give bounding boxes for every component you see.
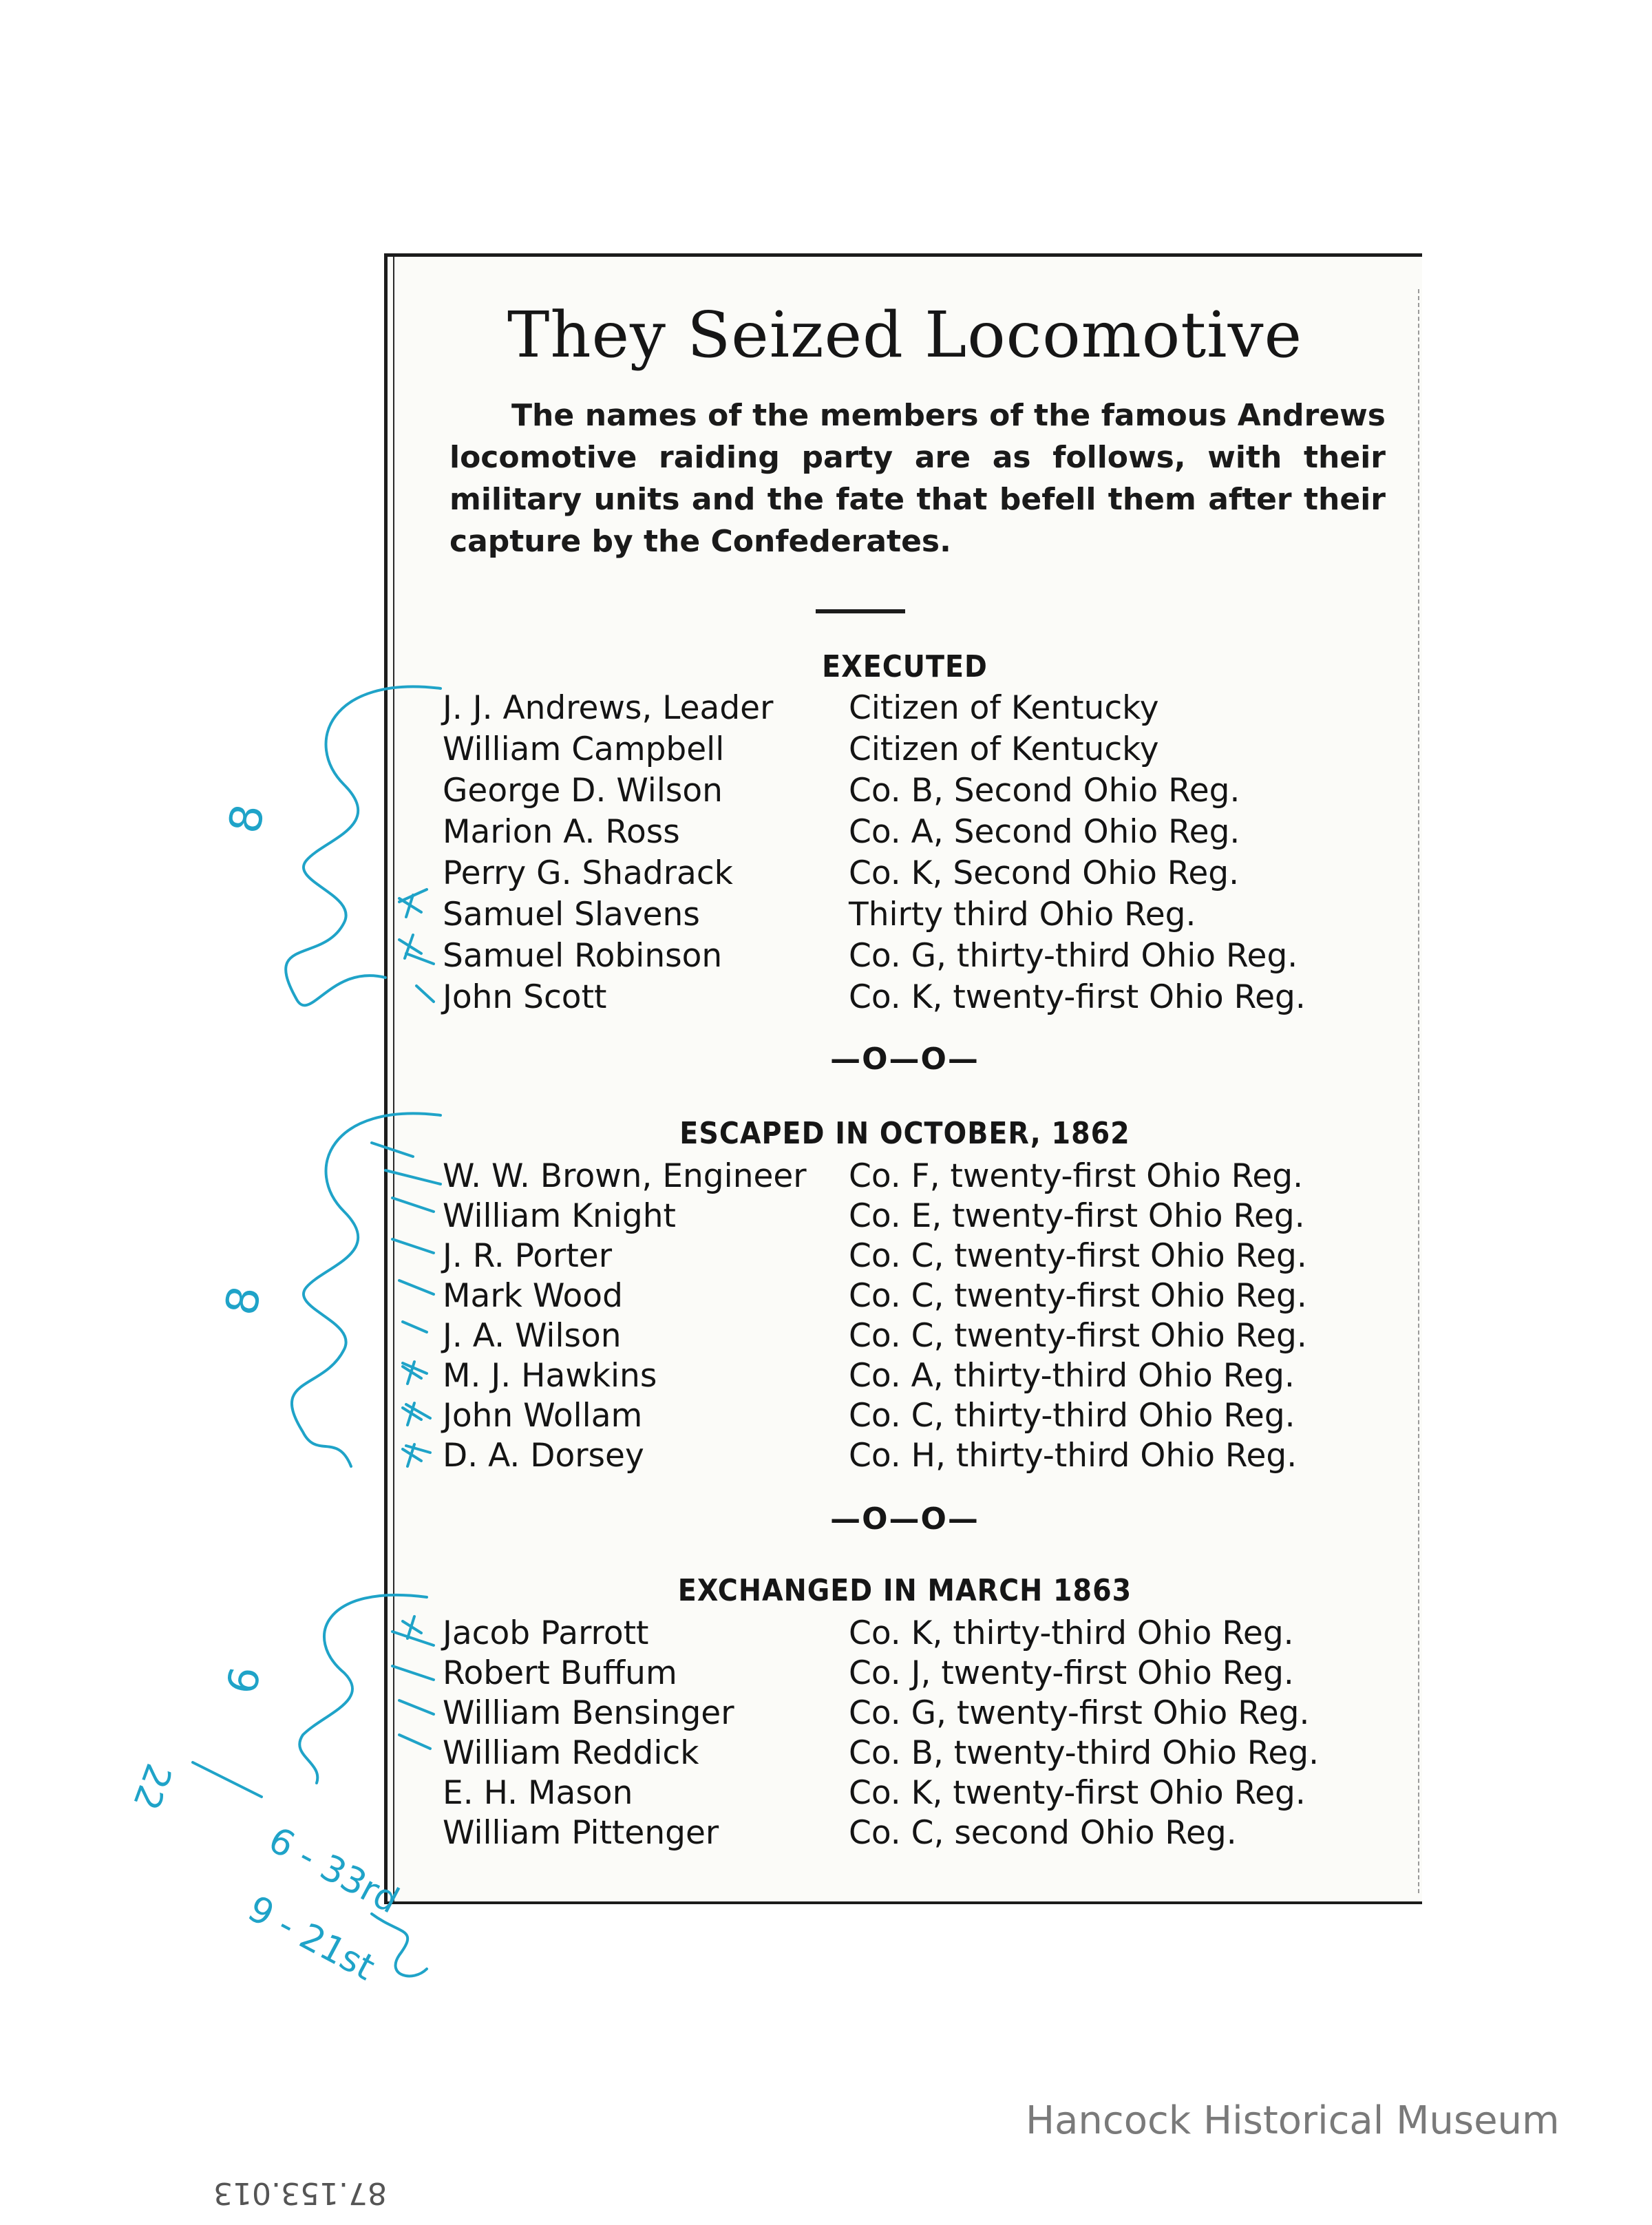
member-name: J. A. Wilson bbox=[443, 1317, 622, 1355]
section-heading-exchanged: EXCHANGED IN MARCH 1863 bbox=[677, 1573, 1132, 1608]
member-name: William Campbell bbox=[443, 730, 725, 768]
count-exchanged: 6 bbox=[218, 1663, 271, 1698]
member-name: Samuel Slavens bbox=[443, 896, 700, 934]
tick-line bbox=[392, 1198, 434, 1212]
brace-escaped bbox=[292, 1113, 441, 1466]
x-mark bbox=[403, 1403, 421, 1425]
member-name: William Reddick bbox=[443, 1734, 699, 1772]
member-unit: Co. K, Second Ohio Reg. bbox=[849, 854, 1240, 892]
member-unit: Co. B, Second Ohio Reg. bbox=[849, 772, 1240, 810]
member-name: John Wollam bbox=[443, 1397, 643, 1435]
annotation-strokes bbox=[193, 686, 441, 1976]
member-name: Mark Wood bbox=[443, 1277, 623, 1315]
member-unit: Co. K, twenty-first Ohio Reg. bbox=[849, 1774, 1306, 1812]
member-name: D. A. Dorsey bbox=[443, 1437, 644, 1475]
member-unit: Co. K, twenty-first Ohio Reg. bbox=[849, 978, 1306, 1016]
member-name: William Pittenger bbox=[443, 1814, 719, 1852]
intro-paragraph: The names of the members of the famous Andrews locomotive raiding party are as follows, with their military units and the fate that befell them after their capture by the Confederates. bbox=[449, 398, 1386, 559]
tick-line bbox=[392, 1632, 434, 1645]
member-name: Marion A. Ross bbox=[443, 813, 680, 851]
total-slash bbox=[193, 1762, 262, 1797]
tick-line bbox=[372, 1143, 413, 1157]
member-name: E. H. Mason bbox=[443, 1774, 633, 1812]
tick-line bbox=[403, 1322, 427, 1332]
member-unit: Co. C, twenty-first Ohio Reg. bbox=[849, 1277, 1307, 1315]
member-name: Perry G. Shadrack bbox=[443, 854, 733, 892]
member-unit: Co. K, thirty-third Ohio Reg. bbox=[849, 1614, 1294, 1652]
member-unit: Thirty third Ohio Reg. bbox=[849, 896, 1196, 934]
member-unit: Co. G, twenty-first Ohio Reg. bbox=[849, 1694, 1310, 1732]
member-name: John Scott bbox=[443, 978, 607, 1016]
count-escaped: 8 bbox=[216, 1282, 272, 1319]
member-name: W. W. Brown, Engineer bbox=[443, 1157, 807, 1195]
member-name: Robert Buffum bbox=[443, 1654, 677, 1692]
member-name: Samuel Robinson bbox=[443, 937, 723, 975]
x-mark bbox=[403, 1444, 421, 1466]
member-unit: Co. H, thirty-third Ohio Reg. bbox=[849, 1437, 1298, 1475]
member-unit: Co. C, twenty-first Ohio Reg. bbox=[849, 1317, 1307, 1355]
note-flourish bbox=[372, 1914, 427, 1976]
member-unit: Co. A, Second Ohio Reg. bbox=[849, 813, 1240, 851]
member-unit: Co. B, twenty-third Ohio Reg. bbox=[849, 1734, 1320, 1772]
member-unit: Co. C, second Ohio Reg. bbox=[849, 1814, 1237, 1852]
member-unit: Co. J, twenty-first Ohio Reg. bbox=[849, 1654, 1294, 1692]
member-unit: Co. G, thirty-third Ohio Reg. bbox=[849, 937, 1298, 975]
member-unit: Citizen of Kentucky bbox=[849, 689, 1159, 727]
member-unit: Co. E, twenty-first Ohio Reg. bbox=[849, 1197, 1305, 1235]
tick-line bbox=[392, 1239, 434, 1253]
tick-line bbox=[399, 1735, 430, 1749]
tick-line bbox=[399, 1700, 434, 1714]
tick-line bbox=[416, 986, 434, 1002]
member-name: Jacob Parrott bbox=[443, 1614, 649, 1652]
tick-line bbox=[392, 1666, 434, 1680]
section-heading-executed: EXECUTED bbox=[822, 649, 988, 684]
note-line-2: 9 - 21st bbox=[241, 1888, 381, 1989]
member-unit: Co. C, thirty-third Ohio Reg. bbox=[849, 1397, 1295, 1435]
catalog-number: 87.153.013 bbox=[213, 2175, 387, 2211]
section-separator: —O—O— bbox=[830, 1042, 979, 1077]
tick-line bbox=[399, 1280, 434, 1294]
section-separator: —O—O— bbox=[830, 1501, 979, 1537]
tick-line bbox=[385, 1170, 441, 1184]
member-name: J. J. Andrews, Leader bbox=[443, 689, 774, 727]
member-unit: Citizen of Kentucky bbox=[849, 730, 1159, 768]
member-unit: Co. A, thirty-third Ohio Reg. bbox=[849, 1357, 1295, 1395]
count-executed: 8 bbox=[220, 800, 275, 837]
member-unit: Co. C, twenty-first Ohio Reg. bbox=[849, 1237, 1307, 1275]
member-name: William Knight bbox=[443, 1197, 676, 1235]
total-count: 22 bbox=[125, 1758, 180, 1815]
member-name: George D. Wilson bbox=[443, 772, 723, 810]
watermark: Hancock Historical Museum bbox=[1026, 2098, 1560, 2143]
tick-line bbox=[406, 953, 434, 964]
annotation-text bbox=[125, 801, 405, 1989]
note-line-1: 6 - 33rd bbox=[262, 1819, 406, 1922]
member-name: M. J. Hawkins bbox=[443, 1357, 657, 1395]
member-name: J. R. Porter bbox=[443, 1237, 613, 1275]
member-unit: Co. F, twenty-first Ohio Reg. bbox=[849, 1157, 1304, 1195]
headline: They Seized Locomotive bbox=[507, 298, 1303, 372]
tick-line bbox=[406, 1446, 430, 1453]
member-name: William Bensinger bbox=[443, 1694, 734, 1732]
section-heading-escaped: ESCAPED IN OCTOBER, 1862 bbox=[679, 1116, 1130, 1151]
